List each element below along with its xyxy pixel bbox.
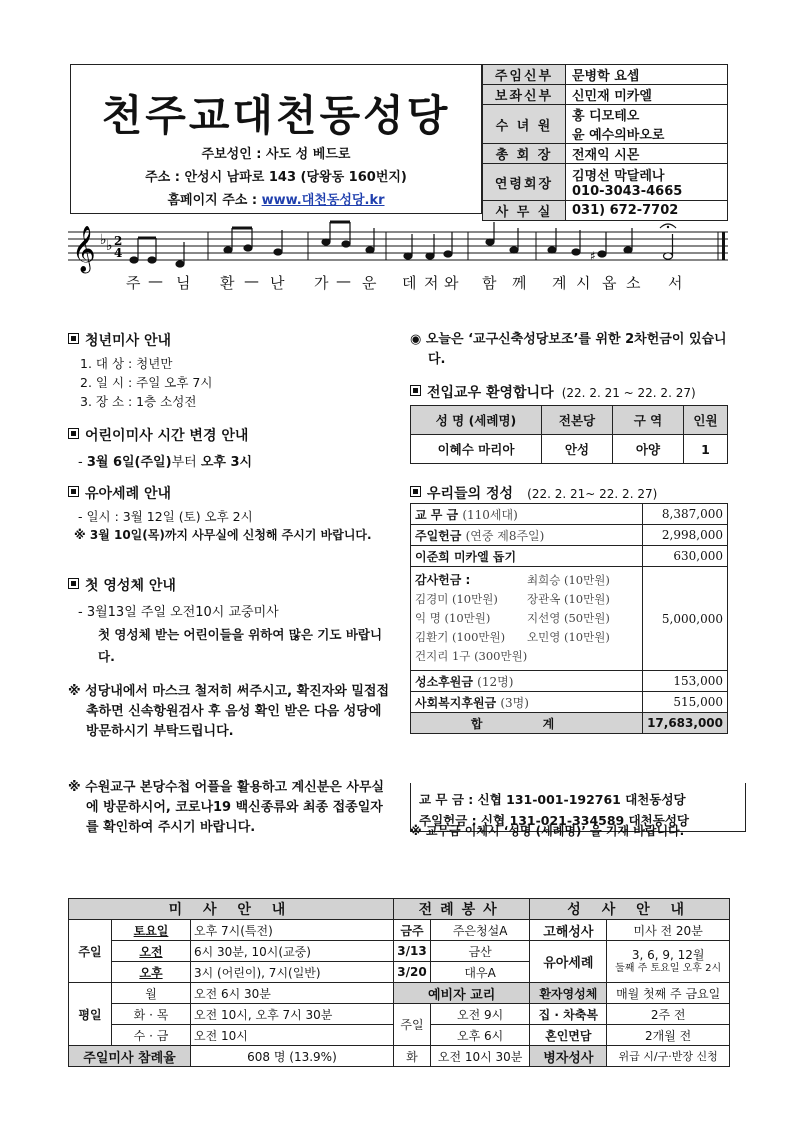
staff-role: 주임신부 <box>483 65 566 85</box>
baptism-date: - 일시 : 3월 12일 (토) 오후 2시 <box>78 509 253 524</box>
table-cell: 환자영성체 <box>530 983 607 1004</box>
table-cell: 금산 <box>430 941 529 962</box>
table-cell: 매월 첫째 주 금요일 <box>607 983 730 1004</box>
youth-mass-section <box>68 330 388 411</box>
table-cell: 아양 <box>613 435 684 464</box>
table-cell: 고해성사 <box>530 920 607 941</box>
donor: 김환기 (100만원) <box>415 630 506 644</box>
offering-amount: 630,000 <box>643 546 728 567</box>
table-cell: 혼인면담 <box>530 1025 607 1046</box>
table-cell: 오후 <box>112 962 191 983</box>
table-row <box>69 1046 730 1067</box>
offering-period: (22. 2. 21~ 22. 2. 27) <box>527 487 658 501</box>
table-header-row <box>411 406 728 435</box>
total-amount: 17,683,000 <box>643 713 728 734</box>
table-cell: 오후 6시 <box>430 1025 529 1046</box>
section-heading: 청년미사 안내 <box>68 330 388 350</box>
transfer-period: (22. 2. 21 ~ 22. 2. 27) <box>561 386 696 400</box>
table-row <box>411 671 728 692</box>
patron-saint: 주보성인 : 사도 성 베드로 <box>201 147 351 162</box>
account-line: 주일헌금 : 신협 131-021-334589 대천동성당 <box>419 813 689 828</box>
table-row <box>69 941 730 962</box>
lyric-syllable: 저 <box>424 274 439 292</box>
lyric-syllable: 주 <box>126 274 141 292</box>
offering-label: 교 무 금 (110세대) <box>411 504 643 525</box>
table-cell: 2개월 전 <box>607 1025 730 1046</box>
section-heading: 첫 영성체 안내 <box>68 575 390 595</box>
table-cell: 오전 <box>112 941 191 962</box>
table-cell: 오전 10시 30분 <box>430 1046 529 1067</box>
staff-phone: 031) 672-7702 <box>566 201 728 221</box>
lyric-syllable: 시 <box>576 274 591 292</box>
total-label: 합 계 <box>411 713 643 734</box>
lyric-syllable: — <box>244 272 259 290</box>
treble-clef-icon: 𝄞 <box>72 226 96 272</box>
staff-row <box>483 144 728 164</box>
attendance-value: 608 명 (13.9%) <box>191 1046 394 1067</box>
donor: 건지리 1구 (300만원) <box>415 649 528 663</box>
homepage-line <box>71 189 481 208</box>
table-cell: 대우A <box>430 962 529 983</box>
sharp-icon: ♯ <box>590 249 596 263</box>
lyric-syllable: — <box>336 272 351 290</box>
staff-row <box>483 164 728 201</box>
table-row <box>411 692 728 713</box>
table-row <box>411 525 728 546</box>
table-cell: 1 <box>684 435 728 464</box>
staff-name: 전재익 시몬 <box>566 144 728 164</box>
time-signature-icon: 4 <box>114 246 123 260</box>
staff-table <box>482 64 728 221</box>
table-cell: 토요일 <box>112 920 191 941</box>
weekday-label: 평일 <box>69 983 112 1046</box>
offering-label: 성소후원금 (12명) <box>411 671 643 692</box>
detail-line: 1. 대 상 : 청년만 <box>80 356 173 371</box>
table-cell: 오전 10시 <box>191 1025 394 1046</box>
table-cell: 안성 <box>542 435 613 464</box>
table-cell: 화 · 목 <box>112 1004 191 1025</box>
donor: 최희승 (10만원) <box>527 573 610 587</box>
baptism-note: ※ 3월 10일(목)까지 사무실에 신청해 주시기 바랍니다. <box>74 528 372 542</box>
schedule-header-row <box>69 899 730 920</box>
staff-name-cell <box>566 164 728 201</box>
table-row <box>69 1004 730 1025</box>
column-header: 성 명 (세례명) <box>411 406 542 435</box>
transfer-table <box>410 405 728 464</box>
table-row <box>69 983 730 1004</box>
table-cell: 주은청설A <box>430 920 529 941</box>
table-cell: 화 <box>393 1046 430 1067</box>
church-name: 천주교대천동성당 <box>101 91 451 140</box>
youth-details <box>80 354 388 411</box>
attendance-label: 주일미사 참례율 <box>69 1046 191 1067</box>
lyric-syllable: 서 <box>668 274 683 292</box>
table-cell: 위급 시/구·반장 신청 <box>607 1046 730 1067</box>
transfer-heading <box>410 382 728 402</box>
table-cell: 3시 (어린이), 7시(일반) <box>191 962 394 983</box>
schedule-table <box>68 898 730 1067</box>
first-communion-section <box>68 575 390 668</box>
donor: 김경미 (10만원) <box>415 592 498 606</box>
lyric-syllable: 옵 <box>602 274 617 292</box>
lyric-syllable: 가 <box>314 274 329 292</box>
staff-row <box>483 105 728 144</box>
table-cell: 3/20 <box>393 962 430 983</box>
children-detail: - 3월 6일(주일)부터 오후 3시 <box>78 455 253 470</box>
donor: 장관옥 (10만원) <box>527 592 610 606</box>
time-signature-icon: 2 <box>114 234 123 248</box>
square-bullet-icon <box>68 578 79 589</box>
table-cell: 유아세례 <box>530 941 607 983</box>
staff-role: 총 회 장 <box>483 144 566 164</box>
donor: 오민영 (10만원) <box>527 630 610 644</box>
flat-icon: ♭ <box>106 238 113 254</box>
detail-line: 3. 장 소 : 1층 소성전 <box>80 394 197 409</box>
staff-role: 수 녀 원 <box>483 105 566 144</box>
section-heading: 전입교우 환영합니다 <box>427 385 554 401</box>
homepage-label: 홈페이지 주소 : <box>167 193 262 208</box>
address: 주소 : 안성시 남파로 143 (당왕동 160번지) <box>145 170 407 185</box>
thanks-label: 감사헌금 : <box>415 573 471 587</box>
table-cell: 6시 30분, 10시(교중) <box>191 941 394 962</box>
lyric-syllable: 님 <box>176 274 191 292</box>
staff-phone: 010-3043-4665 <box>572 184 683 199</box>
offering-amount: 8,387,000 <box>643 504 728 525</box>
donor: 지선영 (50만원) <box>527 611 610 625</box>
table-cell: 오전 10시, 오후 7시 30분 <box>191 1004 394 1025</box>
flat-icon: ♭ <box>100 232 107 248</box>
second-collection-notice: ◉ 오늘은 ‘교구신축성당보조’를 위한 2차헌금이 있습니다. <box>410 332 727 367</box>
lyric-syllable: 소 <box>626 274 641 292</box>
offering-amount: 515,000 <box>643 692 728 713</box>
column-header: 전본당 <box>542 406 613 435</box>
detail-line: 2. 일 시 : 주일 오후 7시 <box>80 375 213 390</box>
table-row <box>411 504 728 525</box>
staff-name-cell <box>566 105 728 144</box>
staff-row <box>483 65 728 85</box>
lyric-syllable: 운 <box>362 274 377 292</box>
staff-name: 신민재 미카엘 <box>566 85 728 105</box>
square-bullet-icon <box>68 428 79 439</box>
lyric-syllable: 께 <box>512 274 527 292</box>
section-heading: 우리들의 정성 <box>427 486 514 502</box>
children-mass-section <box>68 425 388 470</box>
staff-name: 홍 디모테오 <box>572 109 640 124</box>
lyric-syllable: 계 <box>552 274 567 292</box>
homepage-link[interactable]: www.대천동성당.kr <box>261 193 385 208</box>
staff-role: 보좌신부 <box>483 85 566 105</box>
section-heading: 유아세례 안내 <box>68 483 388 503</box>
table-cell: 금주 <box>393 920 430 941</box>
sunday-label: 주일 <box>69 920 112 983</box>
square-bullet-icon <box>68 486 79 497</box>
square-bullet-icon <box>410 385 421 396</box>
offering-label: 주일헌금 (연중 제8주일) <box>411 525 643 546</box>
table-cell: 수 · 금 <box>112 1025 191 1046</box>
staff-name: 윤 예수의바오로 <box>572 128 665 143</box>
total-row <box>411 713 728 734</box>
lyric-syllable: 환 <box>220 274 235 292</box>
offering-table <box>410 503 728 734</box>
sacrament-heading: 성 사 안 내 <box>530 899 730 920</box>
table-cell: 오전 6시 30분 <box>191 983 394 1004</box>
column-header: 구 역 <box>613 406 684 435</box>
column-header: 인원 <box>684 406 728 435</box>
vaccine-notice: ※ 수원교구 본당수첩 어플을 활용하고 계신분은 사무실에 방문하시어, 코로나19 백신종류와 최종 접종일자를 확인하여 주시기 바랍니다. <box>68 780 385 835</box>
hymn-lyrics <box>118 272 728 294</box>
offering-amount: 5,000,000 <box>643 567 728 671</box>
thanks-row <box>411 567 728 671</box>
table-cell: 2주 전 <box>607 1004 730 1025</box>
transfer-footnote: ※ 교무금 이체시 ‘성명 (세례명)’ 을 기재 바랍니다. <box>410 824 685 838</box>
staff-name: 김명선 막달레나 <box>572 169 665 184</box>
offering-amount: 2,998,000 <box>643 525 728 546</box>
account-line: 교 무 금 : 신협 131-001-192761 대천동성당 <box>419 792 686 807</box>
table-row <box>69 920 730 941</box>
table-row <box>411 546 728 567</box>
lyric-syllable: 와 <box>444 274 459 292</box>
table-cell: 오전 9시 <box>430 1004 529 1025</box>
masthead <box>70 64 482 214</box>
square-bullet-icon <box>68 333 79 344</box>
mass-heading: 미 사 안 내 <box>69 899 394 920</box>
section-heading: 어린이미사 시간 변경 안내 <box>68 425 388 445</box>
lyric-syllable: 난 <box>270 274 285 292</box>
staff-row <box>483 85 728 105</box>
communion-date: - 3월13일 주일 오전10시 교중미사 <box>78 605 279 620</box>
offering-label: 이준희 미카엘 돕기 <box>411 546 643 567</box>
offering-heading <box>410 483 728 503</box>
table-cell: 월 <box>112 983 191 1004</box>
catechumen-heading: 예비자 교리 <box>393 983 529 1004</box>
lyric-syllable: — <box>148 272 163 290</box>
staff-role: 사 무 실 <box>483 201 566 221</box>
staff-role: 연령회장 <box>483 164 566 201</box>
communion-prayer: 첫 영성체 받는 어린이들을 위하여 많은 기도 바랍니다. <box>98 627 383 664</box>
donor: 익 명 (10만원) <box>415 611 491 625</box>
table-cell: 오후 7시(특전) <box>191 920 394 941</box>
table-cell: 집 · 차축복 <box>530 1004 607 1025</box>
table-cell: 주일 <box>393 1004 430 1046</box>
table-cell: 3/13 <box>393 941 430 962</box>
mask-notice: ※ 성당내에서 마스크 철저히 써주시고, 확진자와 밀접접촉하면 신속항원검사 후 음성 확인 받은 다음 성당에 방문하시기 부탁드립니다. <box>68 684 390 739</box>
offering-amount: 153,000 <box>643 671 728 692</box>
lyric-syllable: 함 <box>482 274 497 292</box>
infant-baptism-section <box>68 483 388 544</box>
staff-row <box>483 201 728 221</box>
table-cell: 미사 전 20분 <box>607 920 730 941</box>
square-bullet-icon <box>410 486 421 497</box>
offering-label: 사회복지후원금 (3명) <box>411 692 643 713</box>
liturgy-heading: 전례봉사 <box>393 899 529 920</box>
staff-name: 문병학 요셉 <box>566 65 728 85</box>
thanks-donors <box>411 567 643 671</box>
table-row <box>411 435 728 464</box>
infant-schedule: 3, 6, 9, 12월 둘째 주 토요일 오후 2시 <box>607 941 730 983</box>
table-cell: 이혜수 마리아 <box>411 435 542 464</box>
lyric-syllable: 데 <box>402 274 417 292</box>
table-cell: 병자성사 <box>530 1046 607 1067</box>
